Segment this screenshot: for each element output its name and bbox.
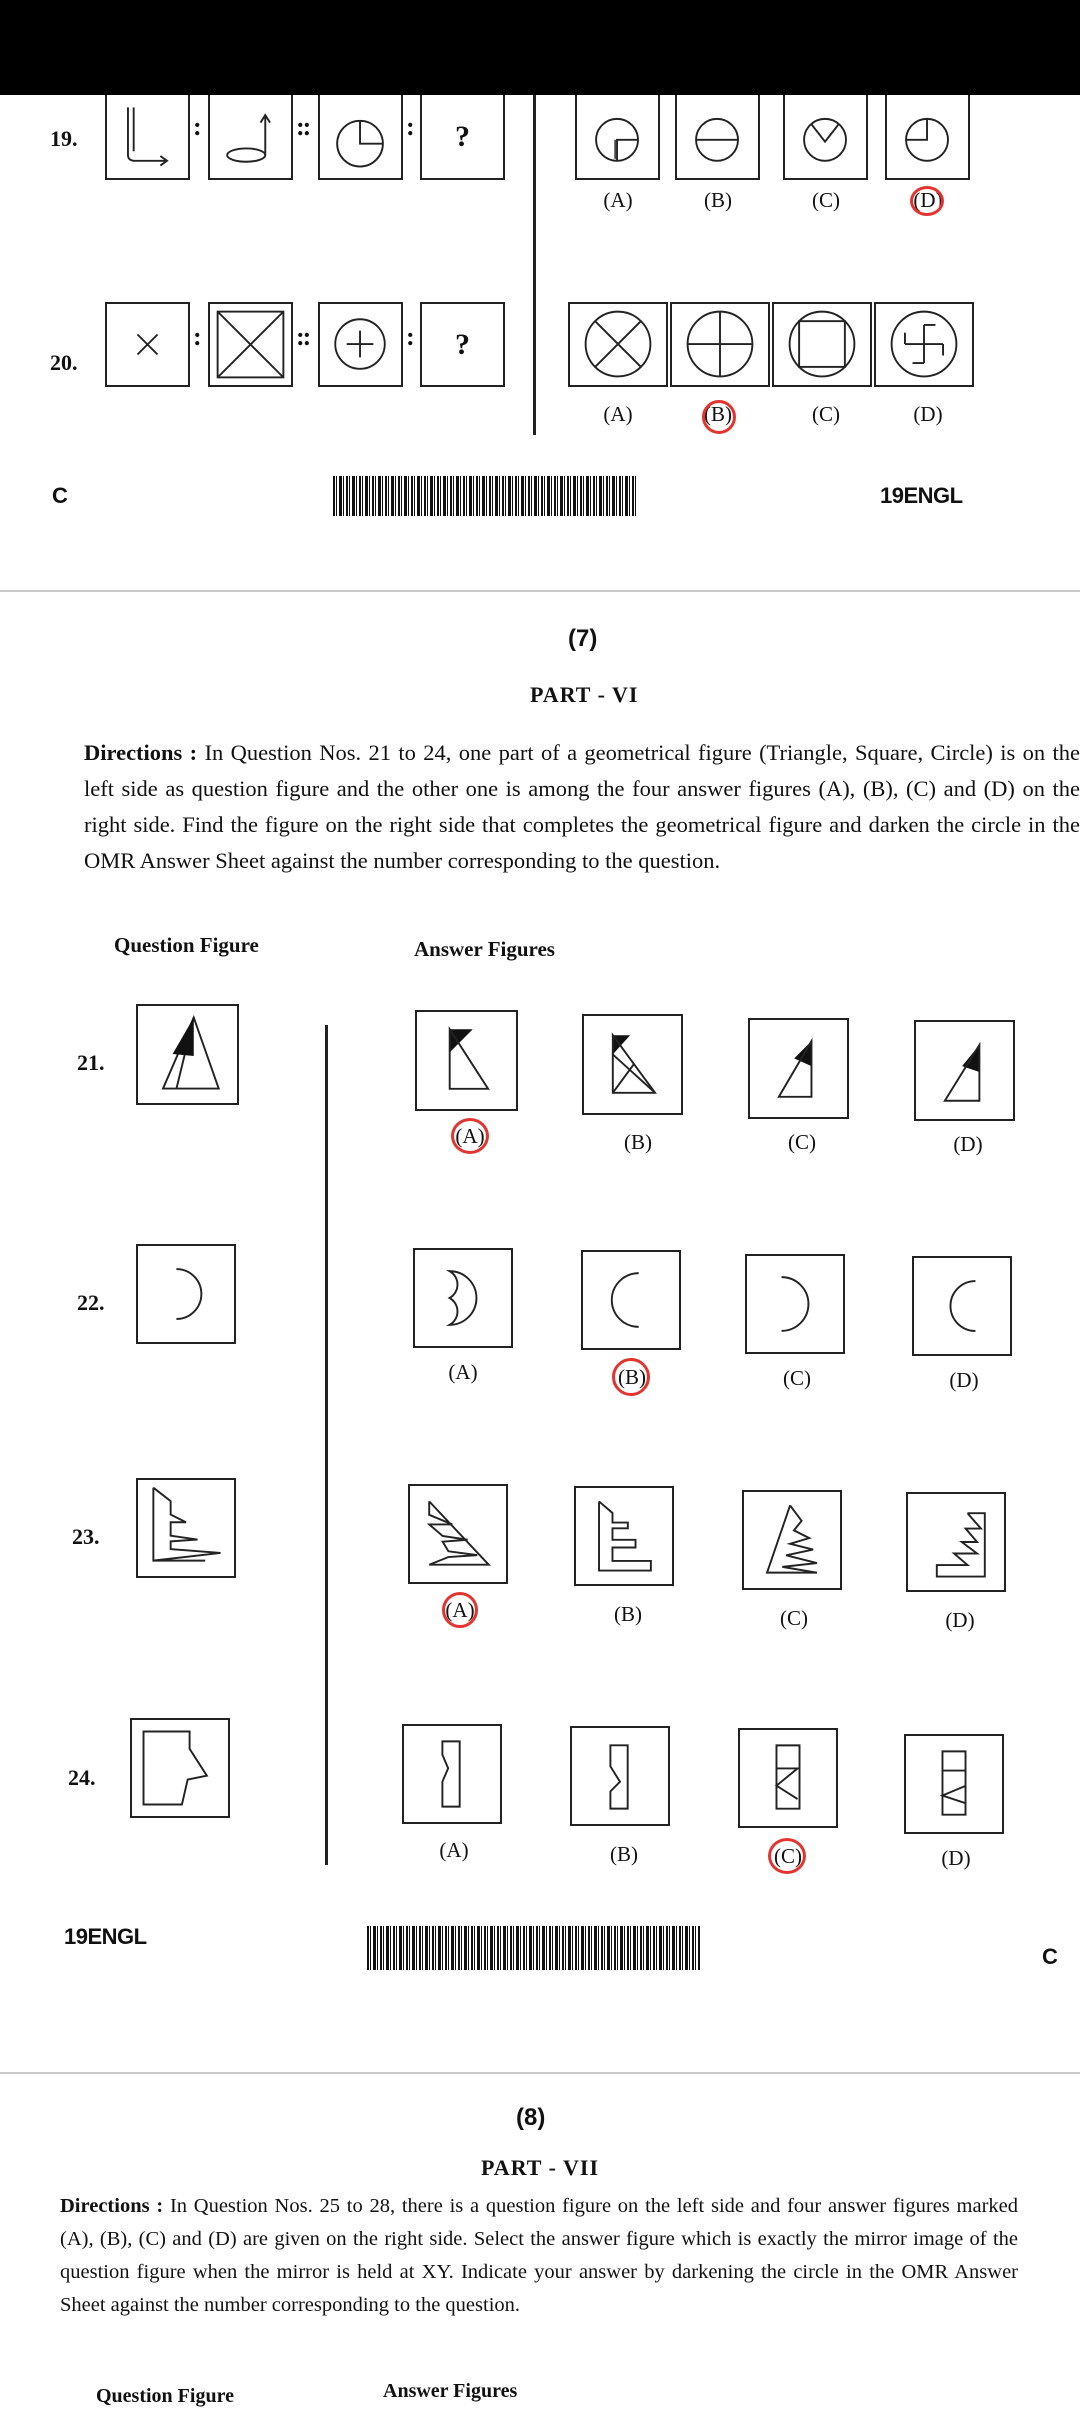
q23-answer-b [574,1486,674,1586]
top-vertical-divider [533,95,536,435]
q21-answer-c [748,1018,849,1119]
part-vi-directions-label: Directions : [84,740,198,765]
q20-colon-1: : [193,322,202,351]
q24-answer-b [570,1726,670,1826]
q22-answer-d [912,1256,1012,1356]
q21-label-d: (D) [953,1132,983,1156]
part-vi-question-figure-heading: Question Figure [114,933,259,957]
q21-label-c: (C) [788,1130,816,1154]
q19-figure-3 [318,95,403,180]
q24-label-d: (D) [941,1846,971,1870]
question-number-19: 19. [50,126,78,151]
q23-label-b: (B) [614,1602,642,1626]
question-number-23: 23. [72,1524,100,1549]
q24-marked-answer-circle [768,1838,806,1874]
q19-double-colon: :: [296,112,310,141]
q20-figure-1 [105,302,190,387]
page7-paper-code: 19ENGL [64,1924,147,1949]
q20-figure-2 [208,302,293,387]
part-vii-directions [60,2190,1018,2322]
q19-figure-1 [105,95,190,180]
q19-label-b: (B) [704,188,732,212]
q20-figure-3 [318,302,403,387]
q20-label-d: (D) [913,402,943,426]
q19-figure-2 [208,95,293,180]
q22-question-figure [136,1244,236,1344]
q24-answer-c [738,1728,838,1828]
q19-question-box: ? [420,95,505,180]
q19-colon-2: : [406,112,415,141]
question-number-24: 24. [68,1765,96,1790]
q19-answer-c [783,95,868,180]
page-separator-2 [0,2072,1080,2074]
q23-label-d: (D) [945,1608,975,1632]
q23-label-a: (A) [445,1598,475,1622]
q19-answer-b [675,95,760,180]
q22-answer-b [581,1250,681,1350]
q20-label-c: (C) [812,402,840,426]
question-number-22: 22. [77,1290,105,1315]
page7-barcode [367,1926,700,1970]
q20-answer-d [874,302,974,387]
top-paper-code: 19ENGL [880,483,963,508]
q19-marked-answer-circle [910,186,944,216]
q20-answer-b [670,302,770,387]
q20-colon-2: : [406,322,415,351]
page-separator-1 [0,590,1080,592]
q24-label-b: (B) [610,1842,638,1866]
q20-marked-answer-circle [702,400,736,434]
q22-answer-c [745,1254,845,1354]
q24-label-c: (C) [774,1844,802,1868]
q22-answer-a [413,1248,513,1348]
part-vii-answer-figures-heading: Answer Figures [383,2380,518,2402]
q21-answer-d [914,1020,1015,1121]
part-vii-question-figure-heading: Question Figure [96,2385,234,2407]
q19-colon-1: : [193,112,202,141]
q20-label-b: (B) [704,402,732,426]
q21-marked-answer-circle [451,1118,489,1154]
q19-label-a: (A) [603,188,633,212]
q23-answer-c [742,1490,842,1590]
q21-label-b: (B) [624,1130,652,1154]
q22-label-a: (A) [448,1360,478,1384]
q20-question-box: ? [420,302,505,387]
q23-label-c: (C) [780,1606,808,1630]
part-vii-directions-label: Directions : [60,2195,164,2217]
q24-question-figure [130,1718,230,1818]
q20-answer-a [568,302,668,387]
part-vi-directions-text: In Question Nos. 21 to 24, one part of a geometrical figure (Triangle, Square, Circle) is on the left side as question figure and the other one is among the four answer figures (A), (B), (C) and (D) on the right side. Find the figure on the right side that completes the geometrical figure and darken the circle in the OMR Answer Sheet against the number corresponding to the question. [84,740,1080,873]
q24-answer-a [402,1724,502,1824]
part-vi-answer-figures-heading: Answer Figures [414,937,555,961]
question-number-21: 21. [77,1050,105,1075]
q19-answer-a [575,95,660,180]
q23-answer-a [408,1484,508,1584]
part-vi-directions [84,735,1080,879]
part-vi-title: PART - VI [530,682,639,707]
part-vii-directions-text: In Question Nos. 25 to 28, there is a question figure on the left side and four answer figures marked (A), (B), (C) and (D) are given on the right side. Select the answer figure which is exactly the mirror image of the question figure when the mirror is held at XY. Indicate your answer by darkening the circle in the OMR Answer Sheet against the number corresponding to the question. [60,2195,1018,2316]
part-vii-title: PART - VII [481,2155,600,2180]
page-number-7: (7) [568,625,598,652]
q22-label-c: (C) [783,1366,811,1390]
q24-answer-d [904,1734,1004,1834]
q20-answer-c [772,302,872,387]
q23-question-figure [136,1478,236,1578]
q21-answer-a [415,1010,518,1111]
q19-answer-d [885,95,970,180]
q24-label-a: (A) [439,1838,469,1862]
q20-double-colon: :: [296,322,310,351]
top-black-bar [0,0,1080,95]
part-vi-vertical-divider [325,1025,328,1865]
top-barcode [333,476,638,516]
q23-answer-d [906,1492,1006,1592]
page7-series-letter: C [1042,1944,1058,1969]
q22-marked-answer-circle [612,1358,650,1396]
q21-question-figure [136,1004,239,1105]
q22-label-d: (D) [949,1368,979,1392]
top-series-letter: C [52,483,68,508]
q19-label-d: (D) [913,188,943,212]
question-number-20: 20. [50,350,78,375]
q21-label-a: (A) [455,1124,485,1148]
q22-label-b: (B) [618,1365,646,1389]
q19-label-c: (C) [812,188,840,212]
page-number-8: (8) [516,2104,546,2131]
q21-answer-b [582,1014,683,1115]
q20-label-a: (A) [603,402,633,426]
